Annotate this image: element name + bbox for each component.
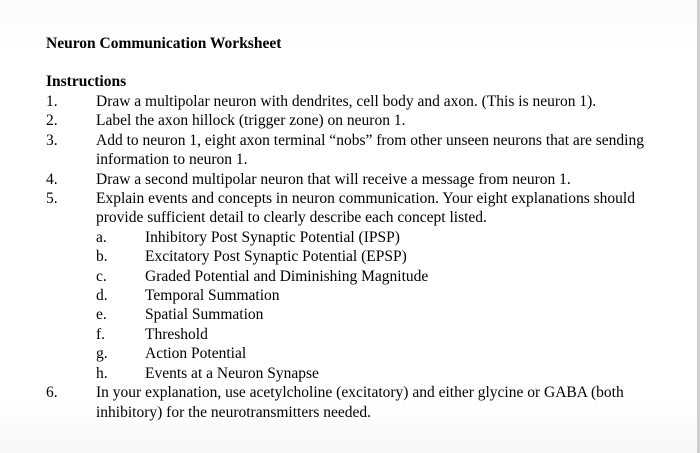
concept-text: Graded Potential and Diminishing Magnitude bbox=[145, 267, 429, 285]
concept-letter: f. bbox=[96, 325, 106, 343]
concept-text: Threshold bbox=[145, 325, 208, 343]
concept-item bbox=[46, 228, 686, 247]
concept-text: Inhibitory Post Synaptic Potential (IPSP) bbox=[145, 228, 400, 246]
instruction-number: 3. bbox=[46, 131, 58, 149]
instruction-item-3 bbox=[46, 131, 686, 170]
concept-letter: b. bbox=[96, 248, 108, 266]
concept-text: Excitatory Post Synaptic Potential (EPSP) bbox=[145, 248, 407, 266]
instruction-text: Label the axon hillock (trigger zone) on neuron 1. bbox=[96, 112, 406, 130]
concept-item bbox=[46, 305, 686, 324]
instructions-list bbox=[46, 92, 686, 422]
instruction-text: In your explanation, use acetylcholine (excitatory) and either glycine or GABA (both inhibitory) for the neurotransmitters needed. bbox=[96, 384, 624, 421]
concept-letter: h. bbox=[96, 364, 108, 382]
instruction-text: Draw a second multipolar neuron that will receive a message from neuron 1. bbox=[96, 170, 571, 188]
concept-item bbox=[46, 344, 686, 363]
concept-item bbox=[46, 247, 686, 266]
concept-text: Action Potential bbox=[145, 345, 247, 363]
instruction-item-2 bbox=[46, 111, 686, 130]
concept-text: Temporal Summation bbox=[145, 287, 280, 305]
instructions-heading: Instructions bbox=[46, 73, 127, 90]
concept-item bbox=[46, 267, 686, 286]
concept-text: Spatial Summation bbox=[145, 306, 264, 324]
concept-letter: a. bbox=[96, 228, 107, 246]
concept-letter: d. bbox=[96, 287, 108, 305]
instruction-number: 5. bbox=[46, 190, 58, 208]
instruction-number: 4. bbox=[46, 170, 58, 188]
instruction-item-6 bbox=[46, 383, 686, 422]
instruction-number: 6. bbox=[46, 384, 58, 402]
concept-item bbox=[46, 364, 686, 383]
concept-letter: g. bbox=[96, 345, 108, 363]
instruction-number: 1. bbox=[46, 93, 58, 110]
instruction-item-4 bbox=[46, 170, 686, 189]
concepts-sublist bbox=[46, 228, 686, 383]
concept-letter: e. bbox=[96, 306, 107, 324]
worksheet-title: Neuron Communication Worksheet bbox=[46, 35, 282, 52]
concept-item bbox=[46, 325, 686, 344]
concept-item bbox=[46, 286, 686, 305]
concept-letter: c. bbox=[96, 267, 107, 285]
instruction-item-1 bbox=[46, 92, 686, 111]
instruction-text: Draw a multipolar neuron with dendrites, cell body and axon. (This is neuron 1). bbox=[96, 93, 597, 110]
instruction-number: 2. bbox=[46, 112, 58, 130]
instruction-text: Explain events and concepts in neuron communication. Your eight explanations should provide sufficient detail to clearly describe each concept listed. bbox=[96, 190, 635, 227]
instruction-text: Add to neuron 1, eight axon terminal “nobs” from other unseen neurons that are sending information to neuron 1. bbox=[96, 131, 644, 169]
concept-text: Events at a Neuron Synapse bbox=[145, 364, 319, 382]
instruction-item-5 bbox=[46, 189, 686, 228]
